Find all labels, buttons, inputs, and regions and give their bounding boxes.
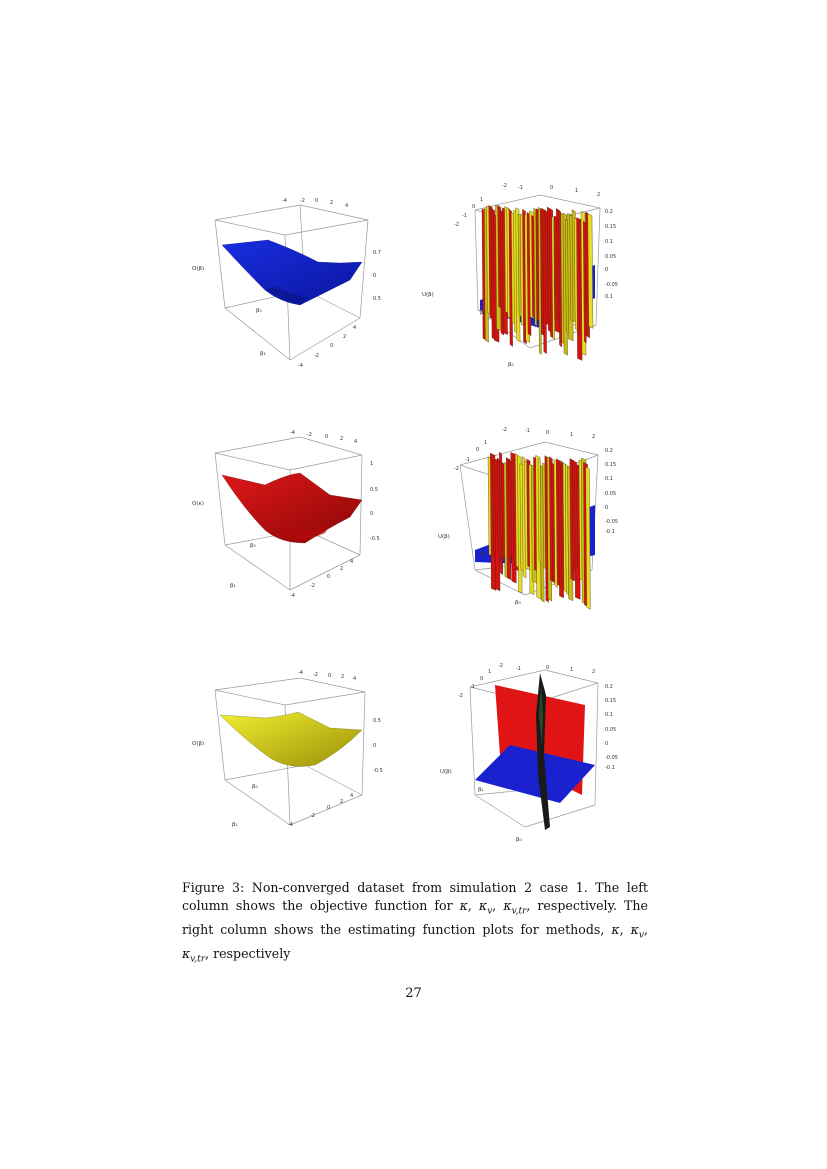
svg-text:1: 1 [484, 440, 488, 446]
svg-text:2: 2 [592, 669, 596, 675]
panel-objective-kappa-v-tr [190, 660, 383, 835]
y-axis-label: β₀ [256, 308, 262, 314]
svg-text:0: 0 [328, 673, 332, 679]
svg-text:0: 0 [327, 574, 331, 580]
z-axis-label: O(κ) [192, 501, 204, 507]
top-ticks [498, 663, 595, 675]
curtain-strips [488, 452, 590, 609]
svg-text:0: 0 [476, 447, 480, 453]
svg-text:-2: -2 [502, 427, 507, 433]
svg-text:0: 0 [546, 430, 550, 436]
svg-text:-2: -2 [454, 222, 459, 228]
figure-caption: Figure 3: Non-converged dataset from simulation 2 case 1. The left column shows the objective function for κ, $\kappa_v$, $\kappa_{v,tr}$, respectively. The right column shows the estimating function plots for methods, κ, $\kappa_v$, $\kappa_{v,tr}$, respectively [182, 880, 648, 965]
top-ticks [502, 183, 600, 198]
svg-text:-2: -2 [300, 198, 305, 204]
right-ticks [373, 718, 383, 774]
surface-yellow [220, 712, 362, 766]
curtain-strip [586, 467, 591, 609]
right-ticks [373, 250, 381, 302]
svg-text:0: 0 [546, 665, 550, 671]
svg-text:0.05: 0.05 [605, 491, 617, 497]
svg-text:0: 0 [330, 343, 334, 349]
x-axis-label: β₀ [515, 600, 521, 606]
y-axis-label: β₁ [478, 787, 484, 793]
caption-text-1: Non-converged dataset from simulation 2 case 1. The left column shows the objective function for [182, 880, 648, 913]
z-axis-label: U(β) [422, 292, 434, 298]
svg-text:0: 0 [373, 743, 377, 749]
caption-label: Figure 3: [182, 880, 245, 895]
caption-kappa-v-2: $\kappa_v$ [630, 921, 644, 941]
svg-text:-2: -2 [498, 663, 503, 669]
svg-text:0.15: 0.15 [605, 462, 617, 468]
svg-text:0.15: 0.15 [605, 224, 617, 230]
svg-text:-2: -2 [502, 183, 507, 189]
svg-text:-0.1: -0.1 [605, 529, 615, 535]
svg-text:-1: -1 [470, 684, 475, 690]
svg-text:-2: -2 [458, 693, 463, 699]
svg-text:-2: -2 [454, 466, 459, 472]
z-axis-label: U(β) [438, 534, 450, 540]
svg-text:0.05: 0.05 [605, 727, 617, 733]
svg-text:-4: -4 [290, 593, 295, 599]
svg-text:0.7: 0.7 [373, 250, 381, 256]
x-axis-label: β₁ [232, 822, 238, 828]
svg-text:-4: -4 [298, 363, 303, 369]
y-axis-label: β₁ [480, 310, 486, 316]
svg-text:-4: -4 [288, 822, 293, 828]
svg-text:0: 0 [373, 273, 377, 279]
caption-kappa-vtr-1: $\kappa_{v,tr}$ [503, 897, 527, 917]
svg-text:-4: -4 [298, 670, 303, 676]
svg-text:0.15: 0.15 [605, 698, 617, 704]
svg-text:-0.05: -0.05 [605, 519, 618, 525]
svg-text:0: 0 [605, 267, 609, 273]
svg-text:0: 0 [315, 198, 319, 204]
svg-text:4: 4 [354, 439, 358, 445]
svg-text:0: 0 [472, 204, 476, 210]
panel-estimating-kappa [420, 180, 620, 380]
right-ticks [370, 461, 380, 542]
svg-text:4: 4 [353, 676, 357, 682]
panel-objective-kappa-v [190, 425, 380, 600]
x-axis-label: β₁ [230, 583, 236, 589]
caption-kappa-vtr-2: $\kappa_{v,tr}$ [182, 945, 206, 965]
left-ticks [454, 197, 483, 228]
svg-text:0.2: 0.2 [605, 684, 613, 690]
svg-text:4: 4 [350, 559, 354, 565]
svg-text:1: 1 [575, 188, 579, 194]
right-ticks [605, 684, 618, 771]
svg-text:0.5: 0.5 [373, 296, 381, 302]
svg-text:1: 1 [488, 669, 492, 675]
panel-estimating-kappa-v [420, 420, 620, 610]
svg-text:-0.05: -0.05 [605, 282, 618, 288]
svg-text:0: 0 [605, 505, 609, 511]
svg-text:0.5: 0.5 [373, 718, 381, 724]
top-ticks [282, 198, 348, 209]
svg-text:0.1: 0.1 [605, 239, 613, 245]
svg-text:-1: -1 [518, 185, 523, 191]
y-axis-label: β₀ [252, 784, 258, 790]
svg-text:-2: -2 [307, 432, 312, 438]
svg-text:2: 2 [341, 674, 345, 680]
svg-text:0.2: 0.2 [605, 209, 613, 215]
z-axis-label: O(β) [192, 266, 205, 272]
svg-text:-1: -1 [465, 457, 470, 463]
svg-text:1: 1 [370, 461, 374, 467]
svg-text:1: 1 [570, 432, 574, 438]
svg-text:2: 2 [330, 200, 334, 206]
x-axis-label: β₁ [260, 351, 266, 357]
svg-text:-0.1: -0.1 [605, 765, 615, 771]
curtain-strips [482, 205, 593, 360]
svg-text:-0.5: -0.5 [373, 768, 383, 774]
x-axis-label: β₀ [516, 837, 522, 843]
curtain-strip [588, 213, 593, 328]
svg-text:4: 4 [350, 793, 354, 799]
top-ticks [298, 670, 356, 682]
z-axis-label: O(β) [192, 741, 205, 747]
caption-kappa-1: κ [459, 897, 468, 913]
svg-text:0.05: 0.05 [605, 254, 617, 260]
svg-text:-1: -1 [516, 666, 521, 672]
x-axis-label: β₀ [508, 362, 514, 368]
svg-text:0: 0 [325, 434, 329, 440]
svg-text:0.1: 0.1 [605, 712, 613, 718]
svg-text:-0.05: -0.05 [605, 755, 618, 761]
y-axis-label: β₁ [480, 551, 486, 557]
panel-objective-kappa [190, 190, 380, 380]
svg-text:0.1: 0.1 [605, 476, 613, 482]
svg-text:-0.5: -0.5 [370, 536, 380, 542]
top-ticks [290, 430, 357, 445]
svg-text:-2: -2 [310, 813, 315, 819]
svg-text:1: 1 [570, 667, 574, 673]
top-ticks [502, 427, 595, 440]
page-number: 27 [405, 986, 422, 1001]
svg-text:0: 0 [370, 511, 374, 517]
svg-text:0: 0 [480, 676, 484, 682]
svg-text:-1: -1 [462, 213, 467, 219]
bottom-ticks [298, 325, 356, 369]
caption-kappa-v-1: $\kappa_v$ [478, 897, 493, 917]
bottom-ticks [290, 559, 353, 599]
svg-text:-2: -2 [313, 672, 318, 678]
svg-text:2: 2 [340, 436, 344, 442]
right-ticks [605, 209, 618, 300]
svg-text:0.2: 0.2 [605, 448, 613, 454]
svg-text:0: 0 [327, 805, 331, 811]
svg-text:0: 0 [605, 741, 609, 747]
left-ticks [458, 669, 491, 699]
svg-text:-1: -1 [525, 428, 530, 434]
svg-text:1: 1 [480, 197, 484, 203]
y-axis-label: β₀ [250, 543, 256, 549]
svg-text:-4: -4 [290, 430, 295, 436]
right-ticks [605, 448, 618, 535]
caption-kappa-2: κ [611, 921, 620, 937]
svg-text:0.5: 0.5 [370, 487, 378, 493]
bottom-ticks [288, 793, 353, 828]
svg-text:4: 4 [353, 325, 357, 331]
left-ticks [454, 440, 487, 472]
panel-estimating-kappa-v-tr [420, 655, 620, 850]
z-axis-label: U(β) [440, 769, 452, 775]
svg-text:2: 2 [340, 799, 344, 805]
svg-text:2: 2 [343, 334, 347, 340]
svg-text:0.1: 0.1 [605, 294, 613, 300]
svg-text:-2: -2 [310, 583, 315, 589]
svg-text:-4: -4 [282, 198, 287, 204]
caption-text-2: , respectively. The right column shows the estimating function plots for methods, [182, 897, 648, 937]
svg-text:4: 4 [345, 203, 349, 209]
svg-text:2: 2 [592, 434, 596, 440]
svg-text:2: 2 [340, 566, 344, 572]
svg-text:2: 2 [597, 192, 601, 198]
svg-text:-2: -2 [314, 353, 319, 359]
caption-text-3: , respectively [205, 945, 291, 961]
svg-text:0: 0 [550, 185, 554, 191]
